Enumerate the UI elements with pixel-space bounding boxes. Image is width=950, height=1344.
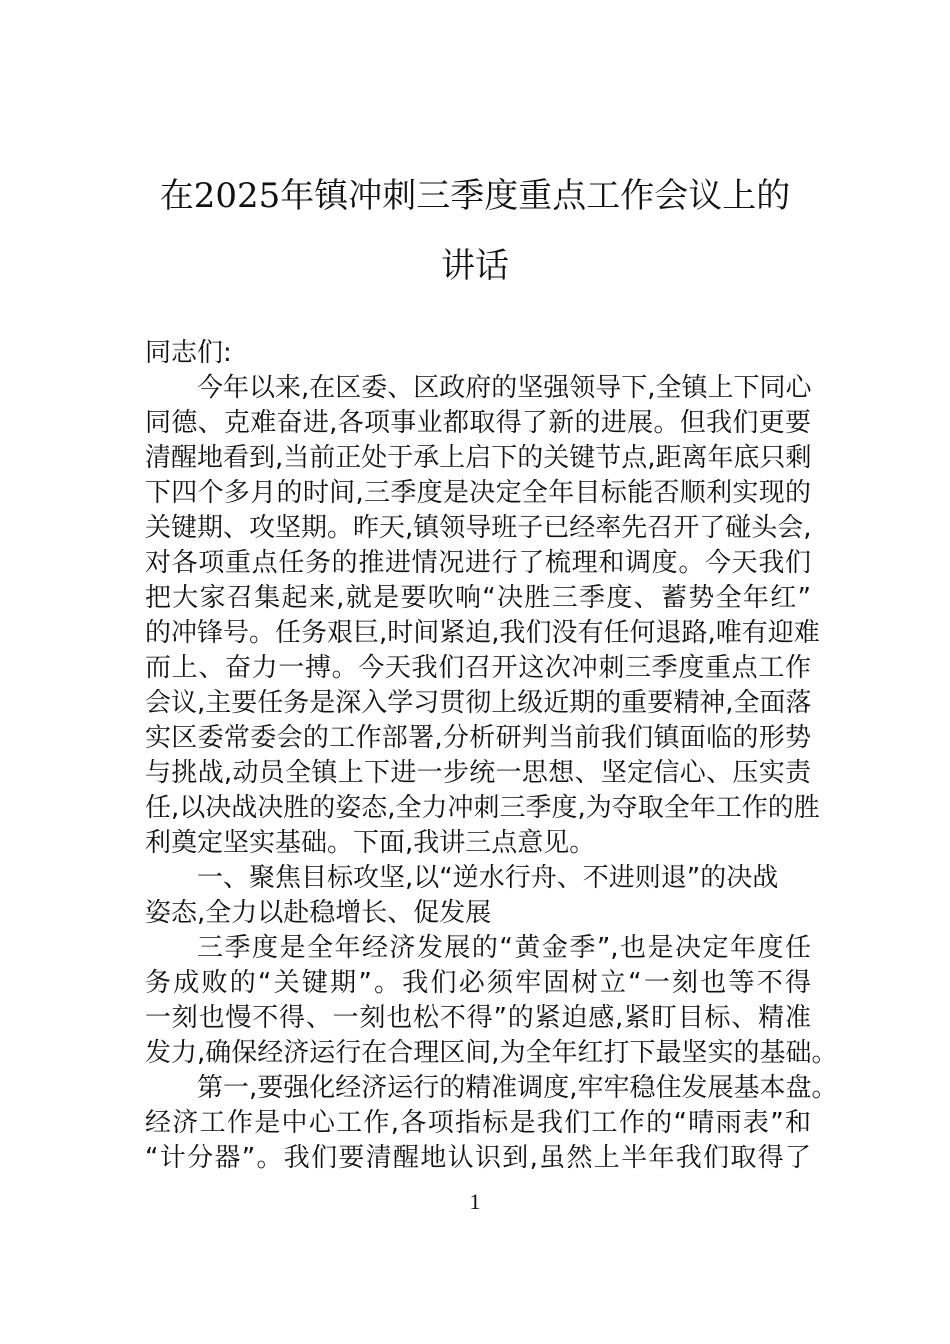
text-line: 关键期、攻坚期。昨天,镇领导班子已经率先召开了碰头会, [145, 513, 812, 543]
text-line: 一、聚焦目标攻坚,以“逆水行舟、不进则退”的决战 [197, 863, 779, 893]
text-line: 经济工作是中心工作,各项指标是我们工作的“晴雨表”和 [145, 1108, 811, 1138]
text-line: 对各项重点任务的推进情况进行了梳理和调度。今天我们 [145, 548, 811, 578]
text-line: 发力,确保经济运行在合理区间,为全年红打下最坚实的基础。 [145, 1038, 838, 1068]
text-line: 同志们: [145, 338, 232, 368]
text-line: 会议,主要任务是深入学习贯彻上级近期的重要精神,全面落 [145, 688, 812, 718]
text-line: 下四个多月的时间,三季度是决定全年目标能否顺利实现的 [145, 478, 811, 508]
document-title-line-1: 在2025年镇冲刺三季度重点工作会议上的 [159, 176, 791, 216]
document-body [145, 336, 838, 1176]
text-line: 实区委常委会的工作部署,分析研判当前我们镇面临的形势 [145, 723, 811, 753]
text-line: 的冲锋号。任务艰巨,时间紧迫,我们没有任何退路,唯有迎难 [145, 618, 820, 648]
page-number: 1 [469, 1189, 481, 1214]
text-line: 与挑战,动员全镇上下进一步统一思想、坚定信心、压实责 [145, 758, 811, 788]
text-line: 而上、奋力一搏。今天我们召开这次冲刺三季度重点工作 [145, 653, 811, 683]
document-title-line-2: 讲话 [441, 246, 509, 286]
text-line: 把大家召集起来,就是要吹响“决胜三季度、蓄势全年红” [145, 583, 811, 613]
text-line: “计分器”。我们要清醒地认识到,虽然上半年我们取得了 [145, 1143, 811, 1173]
text-line: 三季度是全年经济发展的“黄金季”,也是决定年度任 [197, 933, 811, 963]
text-line: 第一,要强化经济运行的精准调度,牢牢稳住发展基本盘。 [197, 1073, 838, 1103]
text-line: 同德、克难奋进,各项事业都取得了新的进展。但我们更要 [145, 408, 811, 438]
text-line: 今年以来,在区委、区政府的坚强领导下,全镇上下同心 [197, 373, 812, 403]
text-line: 利奠定坚实基础。下面,我讲三点意见。 [145, 828, 596, 858]
text-line: 姿态,全力以赴稳增长、促发展 [145, 898, 492, 928]
text-line: 务成败的“关键期”。我们必须牢固树立“一刻也等不得 [145, 968, 811, 998]
text-line: 任,以决战决胜的姿态,全力冲刺三季度,为夺取全年工作的胜 [145, 793, 820, 823]
text-line: 一刻也慢不得、一刻也松不得”的紧迫感,紧盯目标、精准 [145, 1003, 811, 1033]
text-line: 清醒地看到,当前正处于承上启下的关键节点,距离年底只剩 [145, 443, 812, 473]
